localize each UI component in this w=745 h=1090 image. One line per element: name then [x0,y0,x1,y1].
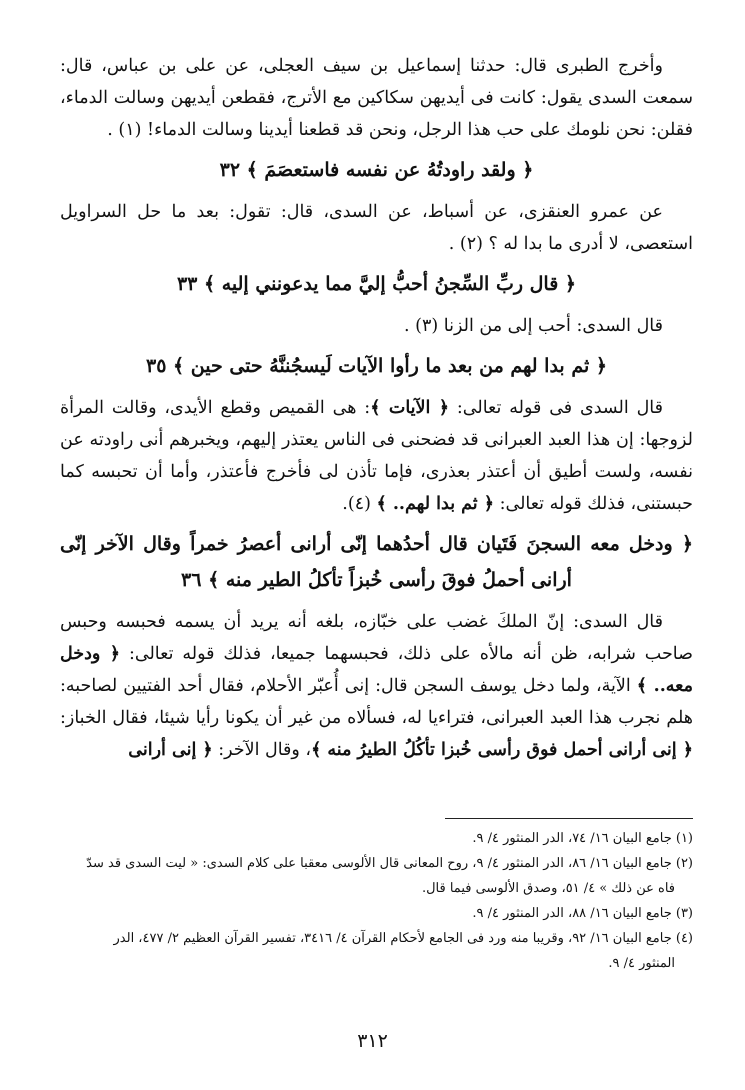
quran-quote: ﴿ الآيات ﴾ [370,398,450,418]
footnote-line: (٤) جامع البيان ١٦/ ٩٢، وقريبا منه ورد فى الجامع لأحكام القرآن ٤/ ٣٤١٦، تفسير القرآن العظيم ٢/ ٤٧٧، الدر [113,931,693,946]
footnote-ref: (٤). [342,494,377,514]
paragraph-king-baker [60,606,693,766]
footnote-4 [60,926,693,976]
verse-heading-32: ﴿ ولقد راودتُهُ عن نفسه فاستعصَمَ ﴾ ٣٢ [219,159,534,181]
footnote-line: (٢) جامع البيان ١٦/ ٨٦، الدر المنثور ٤/ ٩، روح المعانى قال الألوسى معقبا على كلام السدى: « ليت السدى قد سدّ [86,856,693,871]
paragraph-tabari: وأخرج الطبرى قال: حدثنا إسماعيل بن سيف العجلى، عن على بن عباس، قال: سمعت السدى يقول: كانت فى أيديهن سكاكين مع الأترج، فقطعن أيديهن وسالت الدماء، فقلن: نحن نلومك على حب هذا الرجل، ونحن قد قطعنا أيدينا وسالت الدماء! (١) . [60,56,693,140]
paragraph-ayat [60,392,693,520]
text-segment: قال السدى: إنّ الملكَ غضب على خبّازه، بلغه أنه يريد أن يسمه فحبسه وحبس صاحب شرابه، ظن أنه مالأه على ذلك، فحبسهما جميعا، فذلك قوله تعالى: [60,612,693,664]
text-segment: قال السدى فى قوله تعالى: [449,398,663,418]
footnote-line: المنثور ٤/ ٩. [608,956,675,971]
paragraph-anqazi: عن عمرو العنقزى، عن أسباط، عن السدى، قال: تقول: بعد ما حل السراويل استعصى، لا أدرى ما بدا له ؟ (٢) . [60,202,693,254]
main-text [60,50,693,766]
text-segment: ، وقال الآخر: [212,740,312,760]
footnote-1: (١) جامع البيان ١٦/ ٧٤، الدر المنثور ٤/ ٩. [472,831,693,846]
footnote-divider [445,818,693,819]
verse-heading-35: ﴿ ثم بدا لهم من بعد ما رأوا الآيات لَيسجُننَّهُ حتى حين ﴾ ٣٥ [145,355,607,377]
quran-quote: ﴿ إنى أرانى أحمل فوق رأسى خُبزا تأكُلُ الطيرُ منه ﴾ [311,740,693,760]
quran-quote: ﴿ إنى أرانى [128,740,213,760]
footnote-3: (٣) جامع البيان ١٦/ ٨٨، الدر المنثور ٤/ ٩. [472,906,693,921]
footnote-2 [60,851,693,901]
page-number: ٣١٢ [357,1030,388,1052]
quran-quote: ﴿ ثم بدا لهم.. ﴾ [376,494,495,514]
quran-quote: ﴿ ودخل معه.. ﴾ [60,644,693,696]
text-segment: الآية، ولما دخل يوسف السجن قال: إنى أُعبّر الأحلام، فقال أحد الفتيين لصاحبه: هلم نجرب هذا العبد العبرانى، فتراءيا له، فسألاه من غير أن يكونا رأيا شيئا، فقال الخباز: [60,676,693,728]
paragraph-suddi-zina: قال السدى: أحب إلى من الزنا (٣) . [404,316,663,336]
footnotes [60,826,693,976]
text-segment: : هى القميص وقطع الأيدى، وقالت المرأة لزوجها: إن هذا العبد العبرانى قد فضحنى فى الناس يعتذر إليهم، ويخبرهم أنى راودته عن نفسه، ولست أطيق أن أعتذر بعذرى، فإما تأذن لى فأخرج فأعتذر، وأما أن تحبسه كما حبستنى، فذلك قوله تعالى: [60,398,693,514]
footnote-line: فاه عن ذلك » ٤/ ٥١، وصدق الألوسى فيما قال. [421,881,675,896]
verse-heading-36: ﴿ ودخل معه السجنَ فَتَيان قال أحدُهما إنّى أرانى أعصرُ خمراً وقال الآخر إنّى أرانى أحملُ فوقَ رأسى خُبزاً تأكلُ الطير منه ﴾ ٣٦ [60,533,693,591]
verse-heading-33: ﴿ قال ربِّ السِّجنُ أحبُّ إليَّ مما يدعونني إليه ﴾ ٣٣ [176,273,577,295]
